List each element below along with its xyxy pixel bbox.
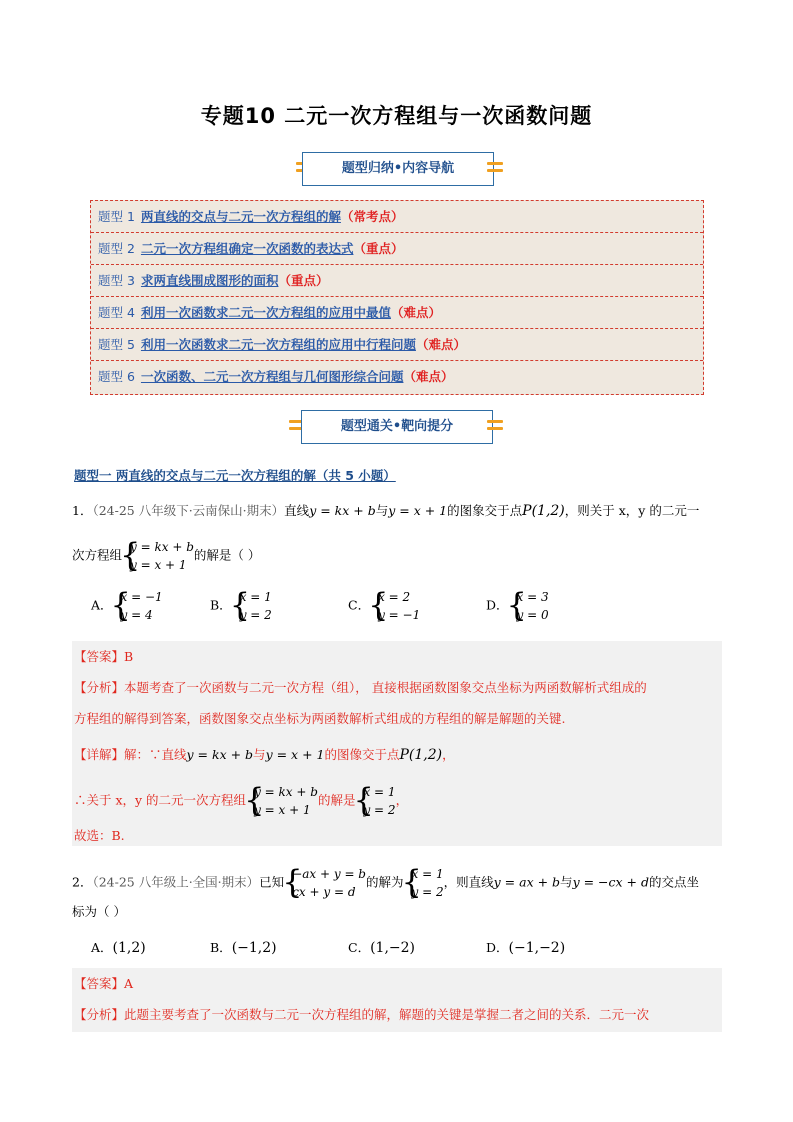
option-value: (−1,2)	[231, 940, 277, 956]
nav-link[interactable]: 求两直线围成图形的面积	[140, 273, 279, 288]
banner-deco-right-icon	[487, 162, 503, 176]
nav-key: 题型 1	[98, 209, 135, 224]
equation: { x = 3	[516, 590, 549, 604]
option-label: B．	[210, 940, 232, 955]
option-value: (−1,−2)	[508, 940, 566, 956]
math-line2: y = x + 1	[388, 503, 448, 518]
text: 的解为	[366, 874, 404, 890]
option-label: D．	[486, 940, 509, 955]
math-line1: y = ax + b	[493, 874, 561, 890]
nav-tag: （重点）	[278, 273, 329, 288]
q2-solution-system	[404, 865, 444, 901]
option-label: A．	[91, 940, 113, 955]
q1-option-b[interactable]	[210, 588, 272, 624]
section-heading: 题型一 两直线的交点与二元一次方程组的解（共 5 小题）	[74, 468, 396, 483]
nav-key: 题型 3	[98, 273, 135, 288]
q1-option-d[interactable]	[486, 588, 549, 624]
equation: y = 4	[120, 608, 153, 622]
nav-tag: （难点）	[390, 305, 441, 320]
q1-source: （24-25 八年级下·云南保山·期末）	[92, 503, 285, 518]
nav-link[interactable]: 利用一次函数求二元一次方程组的应用中最值	[140, 305, 391, 320]
q1-option-c[interactable]	[348, 588, 420, 624]
q1-stem-line2	[72, 538, 260, 574]
text: ，则关于 x，y 的二元一	[564, 503, 700, 518]
equation: y = 2	[363, 803, 396, 817]
nav-item-1[interactable]	[91, 201, 703, 233]
equation-system	[246, 783, 318, 819]
q2-number: 2．	[72, 874, 93, 890]
option-label: C．	[348, 597, 371, 613]
page-title: 专题10 二元一次方程组与一次函数问题	[200, 104, 593, 128]
text: 与	[253, 747, 266, 762]
nav-item-3[interactable]	[91, 265, 703, 297]
option-label: A．	[91, 597, 113, 613]
q1-choose: 故选：B.	[74, 828, 125, 843]
banner-deco-right-icon	[487, 420, 503, 434]
equation: y = −1	[378, 608, 421, 622]
equation: { x = 2	[378, 590, 411, 604]
equation: cx + y = d	[292, 885, 356, 899]
q1-detail-line2	[74, 783, 408, 819]
q2-equation-system	[284, 865, 366, 901]
q2-source: （24-25 八年级上·全国·期末）	[92, 874, 260, 890]
equation: { y = kx + b	[254, 785, 318, 799]
text: 的交点坐	[649, 874, 700, 890]
equation: { −ax + y = b	[292, 867, 366, 881]
text: 【详解】解：∵直线	[74, 747, 187, 762]
equation: { x = 1	[239, 590, 272, 604]
q1-stem-line1	[72, 501, 699, 521]
nav-link[interactable]: 一次函数、二元一次方程组与几何图形综合问题	[140, 369, 404, 384]
nav-item-4[interactable]	[91, 297, 703, 329]
nav-item-5[interactable]	[91, 329, 703, 361]
q2-option-c[interactable]	[348, 938, 415, 958]
option-label: B．	[210, 597, 232, 613]
equation: { y = kx + b	[130, 540, 194, 554]
equation: y = 2	[411, 885, 444, 899]
q1-equation-system	[122, 538, 194, 574]
math-line1: y = kx + b	[186, 747, 254, 762]
nav-item-2[interactable]	[91, 233, 703, 265]
nav-key: 题型 5	[98, 337, 135, 352]
text: 已知	[259, 874, 285, 890]
equation: { x = −1	[120, 590, 163, 604]
q2-option-a[interactable]	[91, 938, 146, 958]
text: ，则直线	[443, 874, 494, 890]
q1-detail-line1	[74, 745, 455, 765]
nav-key: 题型 4	[98, 305, 135, 320]
q1-analysis-line2: 方程组的解得到答案，函数图象交点坐标为两函数解析式组成的方程组的解是解题的关键.	[74, 711, 566, 726]
q1-number: 1．	[72, 503, 93, 518]
solution-system	[355, 783, 395, 819]
nav-link[interactable]: 两直线的交点与二元一次方程组的解	[140, 209, 341, 224]
text: 的图像交于点	[324, 747, 400, 762]
equation: y = 2	[239, 608, 272, 622]
nav-tag: （重点）	[353, 241, 404, 256]
q2-stem-line1	[72, 865, 699, 901]
text: ，	[442, 747, 455, 762]
math-line2: y = x + 1	[265, 747, 325, 762]
text: 次方程组	[72, 547, 123, 563]
q2-option-b[interactable]	[210, 938, 277, 958]
nav-link[interactable]: 利用一次函数求二元一次方程组的应用中行程问题	[140, 337, 416, 352]
option-value: (1,2)	[112, 940, 146, 956]
equation: { x = 1	[411, 867, 444, 881]
nav-item-6[interactable]	[91, 361, 703, 393]
math-line1: y = kx + b	[309, 503, 376, 518]
option-label: D．	[486, 597, 509, 613]
q1-answer: 【答案】B	[74, 649, 134, 664]
nav-tag: （难点）	[403, 369, 454, 384]
nav-tag: （难点）	[415, 337, 466, 352]
text: 直线	[284, 503, 310, 518]
section-banner-nav: 题型归纳•内容导航	[302, 152, 494, 186]
text: 的解是（ ）	[193, 547, 261, 563]
text: 与	[375, 503, 389, 518]
q1-option-a[interactable]	[91, 588, 163, 624]
q1-analysis-line1: 【分析】本题考查了一次函数与二元一次方程（组）， 直接根据函数图象交点坐标为两函数解析式组成的	[74, 680, 647, 695]
math-point: P(1,2)	[399, 747, 443, 763]
q2-option-d[interactable]	[486, 938, 565, 958]
math-point: P(1,2)	[522, 503, 565, 519]
text: 与	[560, 874, 573, 890]
equation: y = x + 1	[254, 803, 311, 817]
topic-navigation	[90, 200, 704, 395]
nav-link[interactable]: 二元一次方程组确定一次函数的表达式	[140, 241, 354, 256]
nav-tag: （常考点）	[340, 209, 404, 224]
text: 的解是	[317, 792, 356, 808]
equation: y = x + 1	[130, 558, 187, 572]
equation: { x = 1	[363, 785, 396, 799]
q2-answer: 【答案】A	[74, 976, 134, 991]
text: 的图象交于点	[447, 503, 523, 518]
nav-key: 题型 2	[98, 241, 135, 256]
q2-stem-line2: 标为（ ）	[72, 904, 126, 919]
text: ，	[395, 792, 409, 808]
text: ∴关于 x，y 的二元一次方程组	[74, 792, 247, 808]
option-value: (1,−2)	[370, 940, 415, 956]
section-banner-practice: 题型通关•靶向提分	[301, 410, 493, 444]
option-label: C．	[348, 940, 371, 955]
math-line2: y = −cx + d	[572, 874, 649, 890]
nav-key: 题型 6	[98, 369, 135, 384]
q2-analysis-line1: 【分析】此题主要考查了一次函数与二元一次方程组的解，解题的关键是掌握二者之间的关系．二元一次	[74, 1007, 650, 1022]
equation: y = 0	[516, 608, 549, 622]
